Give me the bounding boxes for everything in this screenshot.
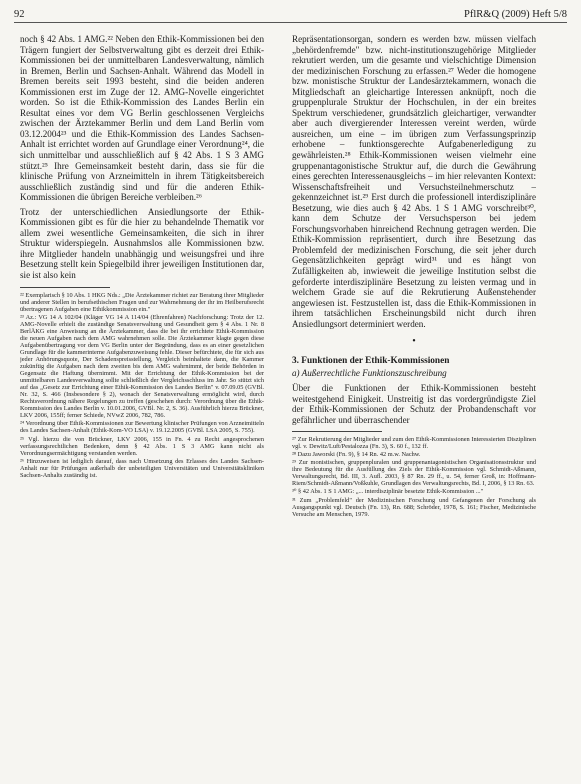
- footnote-divider: [20, 287, 110, 288]
- footnote: ³⁰ § 42 Abs. 1 S 1 AMG: „... interdisziplinär besetzte Ethik-Kommission ...": [292, 488, 484, 496]
- footnote: ²⁴ Verordnung über Ethik-Kommissionen zur Bewertung klinischer Prüfungen von Arzneimitteln des Landes Sachsen-Anhalt (Ethik-Kom-VO LSA) v. 19.12.2005 (GVBl. LSA 2005, S. 755).: [20, 420, 264, 435]
- footnote-divider: [292, 431, 382, 432]
- footnotes: [292, 436, 536, 518]
- page-number: 92: [14, 9, 25, 20]
- journal-reference: PflR&Q (2009) Heft 5/8: [464, 9, 567, 20]
- footnote: ²⁹ Zur monistischen, gruppenpluralen und gruppenantagonistischen Organisationsstruktur und ihre Bedeutung für die Ausfüllung des Ziels der Ethik-Kommission vgl. Schmidt-Aßmann, Verwaltungsrecht, Bd. III, 3. Aufl. 2003, § 87 Rn. 29 ff., u. 54, ferner Groß, in: Hoffmann-Riem/Schmidt-Aßmann/Voßkuhle, Grundlagen des Verwaltungsrechts, Bd. I, 2006, § 13 Rn. 63.: [292, 459, 536, 488]
- section-heading: 3. Funktionen der Ethik-Kommissionen: [292, 355, 450, 366]
- section-separator-dot: •: [412, 336, 416, 348]
- body-paragraph: Trotz der unterschiedlichen Ansiedlungsorte der Ethik-Kommissionen gibt es für die hier zu behandelnde Thematik vor allem zwei wesentliche Gemeinsamkeiten, die sich in ihrer Struktur widerspiegeln. Ausnahmslos alle Kommissionen bzw. ihre Mitglieder handeln unabhängig und weisungsfrei und ihre Besetzung stellt kein Spiegelbild ihrer jeweiligen Institutionen dar, sie ist also kein: [20, 206, 264, 281]
- left-column: [20, 34, 264, 779]
- page-header: [14, 8, 567, 23]
- body-paragraph: noch § 42 Abs. 1 AMG.²² Neben den Ethik-Kommissionen bei den Trägern fungiert der Selbstverwaltung gibt es derzeit drei Ethik-Kommissionen bei der unmittelbaren Landesverwaltung, nämlich in Bremen, Berlin und Sachsen-Anhalt. Während das Modell in Bremen bereits seit 1993 besteht, sind die beiden anderen Kommissionen erst im Zuge der 12. AMG-Novelle eingerichtet worden. So ist die Ethik-Kommission des Landes Berlin ein Resultat eines vor dem VG Berlin geschlossenen Vergleichs zwischen der Ärztekammer Berlin und dem Land Berlin vom 03.12.2004²³ und die Ethik-Kommission des Landes Sachsen-Anhalt ist errichtet worden auf Grundlage einer Verordnung²⁴, die sich unmittelbar und ausschließlich auf § 42 Abs. 1 S 3 AMG stützt.²⁵ Ihre Gemeinsamkeit besteht darin, dass sie für die klinische Prüfung von Arzneimitteln in ihrem Tätigkeitsbereich ausschließlich zuständig sind und für die anderen Ethik-Kommissionen die übrigen Bereiche verbleiben.²⁶: [20, 34, 264, 203]
- footnote: ³¹ Zum „Problemfeld" der Medizinischen Forschung und Gefangenen der Forschung als Ausgangspunkt vgl. Deutsch (Fn. 13), Rn. 688; Schröder, 1978, S. 161; Fischer, Medizinische Versuche am Menschen, 1979.: [292, 496, 536, 518]
- footnote: ²² Exemplarisch § 10 Abs. 1 HKG Nds.: „Die Ärztekammer richtet zur Beratung ihrer Mitglieder und anderer Stellen in berufsethischen Fragen und zur Wahrnehmung der ihr im Heilberufsrecht übertragenen Aufgaben eine Ethikkommission ein.": [20, 291, 264, 313]
- right-column: [292, 34, 536, 779]
- body-paragraph: Repräsentationsorgan, sondern es werden bzw. müssen vielfach „behördenfremde" bzw. nicht-institutionszugehörige Mitglieder rekrutiert werden, um die gesamte und vielschichtige Dimension der medizinischen Forschung zu erfassen.²⁷ Weder die homogene bzw. monistische Struktur der Landesärztekammern, wonach die Mitgliedschaft an gleichartige Interessen anknüpft, noch die gruppenplurale Struktur der Hochschulen, in der ein breites Spektrum verschiedener, grundsätzlich gleichartiger, verwandter aber auch divergierender Interessen vereint werden, würde ausreichen, um eine – im übrigen zum Verfassungsprinzip erhobene – funktionsgerechte Aufgabenerledigung zu gewährleisten.²⁸ Ethik-Kommissionen weisen vielmehr eine gruppenantagonistische Struktur auf, die durch die Gewährung eines gerechten Interessenausgleichs – im hier relevanten Kontext: Wissenschaftsfreiheit und Versuchsteilnehmerschutz – gekennzeichnet ist.²⁹ Erst durch die professionell interdisziplinäre Besetzung, wie dies auch § 42 Abs. 1 S 1 AMG vorschreibt³⁰, kann dem Schutze der Versuchsperson bei jedem Forschungsvorhaben hinreichend Rechnung getragen werden. Die Ethik-Kommission repräsentiert, durch ihre Besetzung das Problemfeld der medizinischen Forschung, die seit jeher durch Gegensätzlichkeiten geprägt wird³¹ und es hängt von Zufälligkeiten ab, inwieweit die jeweilige Institution selbst die geforderte interdisziplinäre Besetzung zu leisten vermag und in welchem Grade sie auf die Rekrutierung Außenstehender angewiesen ist. Festzustellen ist, dass die Ethik-Kommissionen in ihrem tatsächlichen Erscheinungsbild nicht durch ihren Ansiedlungsort determiniert werden.: [292, 34, 536, 329]
- footnote: ²⁶ Hinzuweisen ist lediglich darauf, dass nach Umsetzung des Erlasses des Landes Sachsen-Anhalt nur für Prüfungen außerhalb der unbeteiligten Universitäten und Universitätskliniken Sachsen-Anhalts zuständig ist.: [20, 457, 264, 479]
- body-paragraph: Über die Funktionen der Ethik-Kommissionen besteht weitestgehend Einigkeit. Unstreitig ist das vordergründigste Ziel der Ethik-Kommissionen der Schutz der Probandenschaft vor gefährlicher und überraschender: [292, 382, 536, 425]
- footnotes: [20, 292, 264, 479]
- footnote: ²⁷ Zur Rekrutierung der Mitglieder und zum den Ethik-Kommissionen Interessierten Disziplinen vgl. v. Dewitz/Luft/Pestalozza (Fn. 3), S. 60 f., 132 ff.: [292, 436, 536, 451]
- footnote: ²⁵ Vgl. hierzu die von Brückner, LKV 2006, 155 in Fn. 4 zu Recht angesprochenen verfassungsrechtlichen Bedenken, denn § 42 Abs. 1 S 3 AMG kann nicht als Verordnungsermächtigung verstanden werden.: [20, 435, 264, 457]
- footnote: ²⁸ Dazu Jaworski (Fn. 9), § 14 Rn. 42 m.w. Nachw.: [292, 451, 421, 459]
- footnote: ²³ Az.: VG 14 A 102/04 (Kläger VG 14 A 114/04 (Ehrenfahren) Nachforschung: Trotz der 12. AMG-Novelle erhielt die zuständige Senatsverwaltung und Gesundheit gem § 4 Abs. 1 Nr. 8 BerlÄKG eine Anweisung an die Ärztekammer, dass die bei ihr errichtete Ethik-Kommission die neuen Aufgaben nach dem AMG wahrnehmen solle. Die Ärztekammer klagte gegen diese Aufgabenübertragung vor dem VG Berlin unter der Begründung, dass es an einer gesetzlichen Grundlage für die kammerinterne Aufgabenzuweisung fehle. Dieser befürchtete, die für sich aus jeder Anhörungsquote, Der Schadenspreisstellung, Vergleich beinhaltete dann, die Kammer zukünftig die Aufgaben nach dem zweiten bis dem AMG wahrnimmt, der beide Behörden in Gegensatz die Haftung übernimmt. Mit der Errichtung der Ethik-Kommission bei der unmittelbaren Landesverwaltung sollte schließlich der Vergleichsschluss im Jahr. So stützt sich auf das „Gesetz zur Errichtung einer Ethik-Kommission des Landes Berlin" v. 07.09.05 (GVBl. Nr. 32, S. 466 (Insbesondere § 2), wonach der Senatsverwaltung ermöglicht wird, durch Rechtsverordnung nähere Regelungen zu treffen (geschehen durch: Verordnung über die Ethik-Kommission des Landes Berlin v. 10.01.2006, GVBl. Nr. 2, S. 36). Ausführlich hierzu Brückner, LKV 2006, 155ff; ferner Schiede, NVwZ 2006, 782, 786.: [20, 313, 264, 420]
- subsection-heading: a) Außerrechtliche Funktionszuschreibung: [292, 368, 447, 379]
